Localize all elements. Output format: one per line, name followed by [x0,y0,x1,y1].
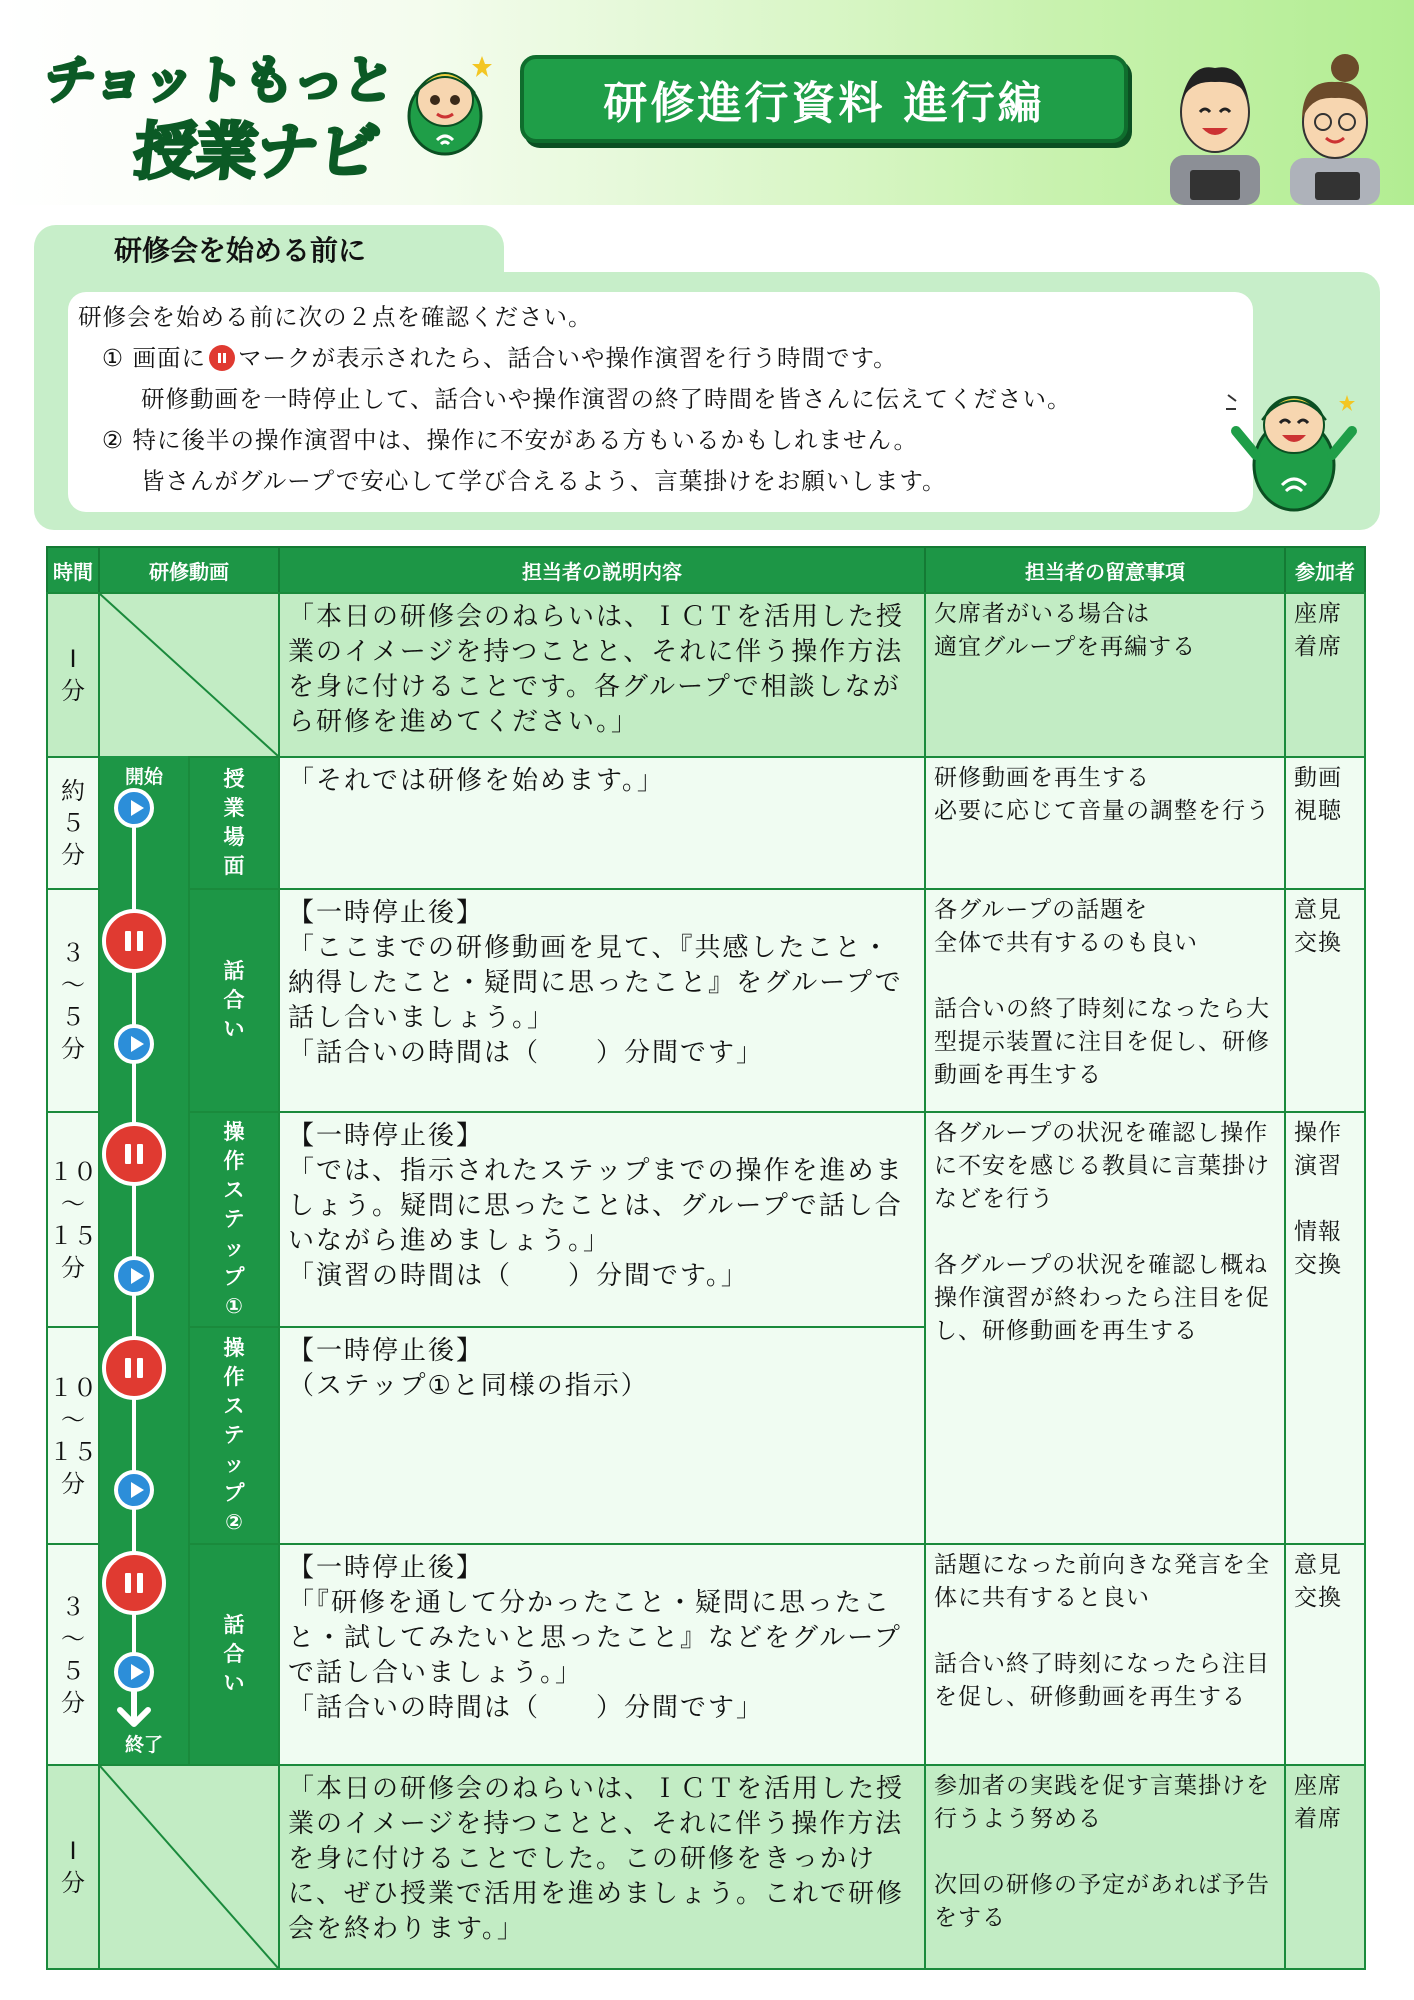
row0-notes: 欠席者がいる場合は 適宜グループを再編する [924,592,1286,758]
play-icon [114,788,154,828]
progress-table [46,546,1366,1970]
row2-scene-2: 合 [223,988,245,1012]
row3-scene-2: 作 [223,1149,245,1173]
play-icon [114,1256,154,1296]
play-icon [114,1470,154,1510]
pause-icon [209,345,235,371]
row0-explanation: 「本日の研修会のねらいは、ＩＣＴを活用した授業のイメージを持つことと、それに伴う操作方法を身に付けることです。各グループで相談しながら研修を進めてください。」 [278,592,926,758]
row6-participants: 座席着席 [1284,1764,1366,1970]
row5-participants: 意見交換 [1284,1543,1366,1766]
row3-time-3: １５ [49,1221,97,1250]
row3-time-2: ～ [61,1189,85,1218]
row6-explanation: 「本日の研修会のねらいは、ＩＣＴを活用した授業のイメージを持つことと、それに伴う操作方法を身に付けることでした。この研修をきっかけに、ぜひ授業で活用を進めましょう。これで研修会を終わります。」 [278,1764,926,1970]
page-title: 研修進行資料 進行編 [520,55,1128,143]
intro-item2: ② 特に後半の操作演習中は、操作に不安がある方もいるかもしれません。 [102,426,918,454]
row4-time-2: ～ [61,1405,85,1434]
mascot-icon [397,48,492,158]
row4-scene-7: ② [225,1510,243,1534]
row4-scene-4: テ [223,1423,245,1447]
row3-explanation: 【一時停止後】 「では、指示されたステップまでの操作を進めましょう。疑問に思ったことは、グループで話し合いながら進めましょう。」 「演習の時間は（ ）分間です。」 [278,1111,926,1328]
row5-time [46,1543,100,1766]
row4-time-1: １０ [49,1373,97,1402]
row4-time-3: １５ [49,1437,97,1466]
row3-scene-1: 操 [223,1120,245,1144]
row5-time-4: 分 [61,1688,85,1717]
row2-scene-1: 話 [223,959,245,983]
row1-scene-3: 場 [223,825,245,849]
row6-time-2: 分 [61,1869,85,1897]
play-icon [114,1024,154,1064]
row3-scene [188,1111,280,1328]
logo-line1: チョットもっと [41,51,397,111]
row1-participants: 動画視聴 [1284,756,1366,890]
intro-card [68,292,1253,512]
row5-scene-3: い [223,1671,245,1695]
row2-time-3: ５ [61,1002,85,1031]
video-timeline [98,756,190,1764]
intro-lead: 研修会を始める前に次の２点を確認ください。 [78,303,593,331]
rows3-4-participants: 操作演習 情報交換 [1284,1111,1366,1545]
row0-time-2: 分 [61,677,85,705]
logo-line2: 授業ナビ [130,115,383,188]
row0-participants: 座席着席 [1284,592,1366,758]
pause-icon [102,1122,166,1186]
row2-time [46,888,100,1113]
row4-explanation: 【一時停止後】 （ステップ①と同様の指示） [278,1326,926,1545]
logo [40,38,510,188]
row1-time-3: 分 [61,841,85,869]
row4-time-4: 分 [61,1469,85,1498]
row2-time-2: ～ [61,970,85,999]
row2-scene [188,888,280,1113]
header-participants: 参加者 [1284,546,1366,594]
diagonal-line-icon [100,594,278,756]
row1-scene-2: 業 [223,796,245,820]
intro-item1-line2: 研修動画を一時停止して、話合いや操作演習の終了時間を皆さんに伝えてください。 [141,385,1072,413]
row4-scene [188,1326,280,1545]
row3-time-4: 分 [61,1253,85,1282]
intro-heading: 研修会を始める前に [34,225,504,277]
row3-scene-4: テ [223,1207,245,1231]
row1-scene-4: 面 [223,854,245,878]
row5-scene-1: 話 [223,1613,245,1637]
row3-scene-3: ス [223,1178,245,1202]
row5-scene-2: 合 [223,1642,245,1666]
row1-time-1: 約 [61,777,85,805]
row1-notes: 研修動画を再生する 必要に応じて音量の調整を行う [924,756,1286,890]
diagonal-line-icon [100,1766,278,1968]
row3-time-1: １０ [49,1157,97,1186]
row4-scene-1: 操 [223,1336,245,1360]
pause-icon [102,1551,166,1615]
row5-time-2: ～ [61,1624,85,1653]
row2-time-1: ３ [61,938,85,967]
row6-time [46,1764,100,1970]
timeline-end: 終了 [124,1734,163,1756]
row0-video-empty [98,592,280,758]
row4-scene-3: ス [223,1394,245,1418]
row3-time [46,1111,100,1328]
row2-participants: 意見交換 [1284,888,1366,1113]
mascot-cheering-icon [1222,365,1362,515]
row5-time-1: ３ [61,1592,85,1621]
row0-time [46,592,100,758]
row2-scene-3: い [223,1017,245,1041]
row5-explanation: 【一時停止後】 「『研修を通して分かったこと・疑問に思ったこと・試してみたいと思ったこと』などをグループで話し合いましょう。」 「話合いの時間は（ ）分間です」 [278,1543,926,1766]
row0-time-1: Ⅰ [69,645,77,673]
row5-scene [188,1543,280,1766]
row4-time [46,1326,100,1545]
intro-item1-suffix: マークが表示されたら、話合いや操作演習を行う時間です。 [238,344,898,372]
row5-time-3: ５ [61,1656,85,1685]
arrow-down-icon [116,1690,152,1730]
row1-explanation: 「それでは研修を始めます。」 [278,756,926,890]
rows3-4-notes: 各グループの状況を確認し操作に不安を感じる教員に言葉掛けなどを行う 各グループの状況を確認し概ね操作演習が終わったら注目を促し、研修動画を再生する [924,1111,1286,1545]
intro-item2-line2: 皆さんがグループで安心して学び合えるよう、言葉掛けをお願いします。 [141,467,947,495]
play-icon [114,1652,154,1692]
row1-scene-1: 授 [223,767,245,791]
row2-notes: 各グループの話題を 全体で共有するのも良い 話合いの終了時刻になったら大型提示装置に注目を促し、研修動画を再生する [924,888,1286,1113]
row2-time-4: 分 [61,1034,85,1063]
row1-time [46,756,100,890]
pause-icon [102,1336,166,1400]
row3-scene-5: ッ [223,1236,245,1260]
header-notes: 担当者の留意事項 [924,546,1286,594]
page-header [0,0,1414,205]
row6-time-1: Ⅰ [69,1837,77,1865]
timeline-start: 開始 [124,766,163,788]
intro-item1 [102,339,898,373]
row2-explanation: 【一時停止後】 「ここまでの研修動画を見て、『共感したこと・納得したこと・疑問に思ったこと』をグループで話し合いましょう。」 「話合いの時間は（ ）分間です」 [278,888,926,1113]
pause-icon [102,909,166,973]
row1-scene [188,756,280,890]
row1-time-2: ５ [61,809,85,837]
header-explanation: 担当者の説明内容 [278,546,926,594]
row5-notes: 話題になった前向きな発言を全体に共有すると良い 話合い終了時刻になったら注目を促し、研修動画を再生する [924,1543,1286,1766]
row3-scene-7: ① [225,1294,243,1318]
header-video: 研修動画 [98,546,280,594]
row6-video-empty [98,1764,280,1970]
row4-scene-2: 作 [223,1365,245,1389]
intro-item1-prefix: ① 画面に [102,344,207,372]
row3-scene-6: プ [223,1265,245,1289]
row6-notes: 参加者の実践を促す言葉掛けを行うよう努める 次回の研修の予定があれば予告をする [924,1764,1286,1970]
row4-scene-5: ッ [223,1452,245,1476]
teachers-illustration-icon [1150,40,1400,205]
row4-scene-6: プ [223,1481,245,1505]
header-time: 時間 [46,546,100,594]
